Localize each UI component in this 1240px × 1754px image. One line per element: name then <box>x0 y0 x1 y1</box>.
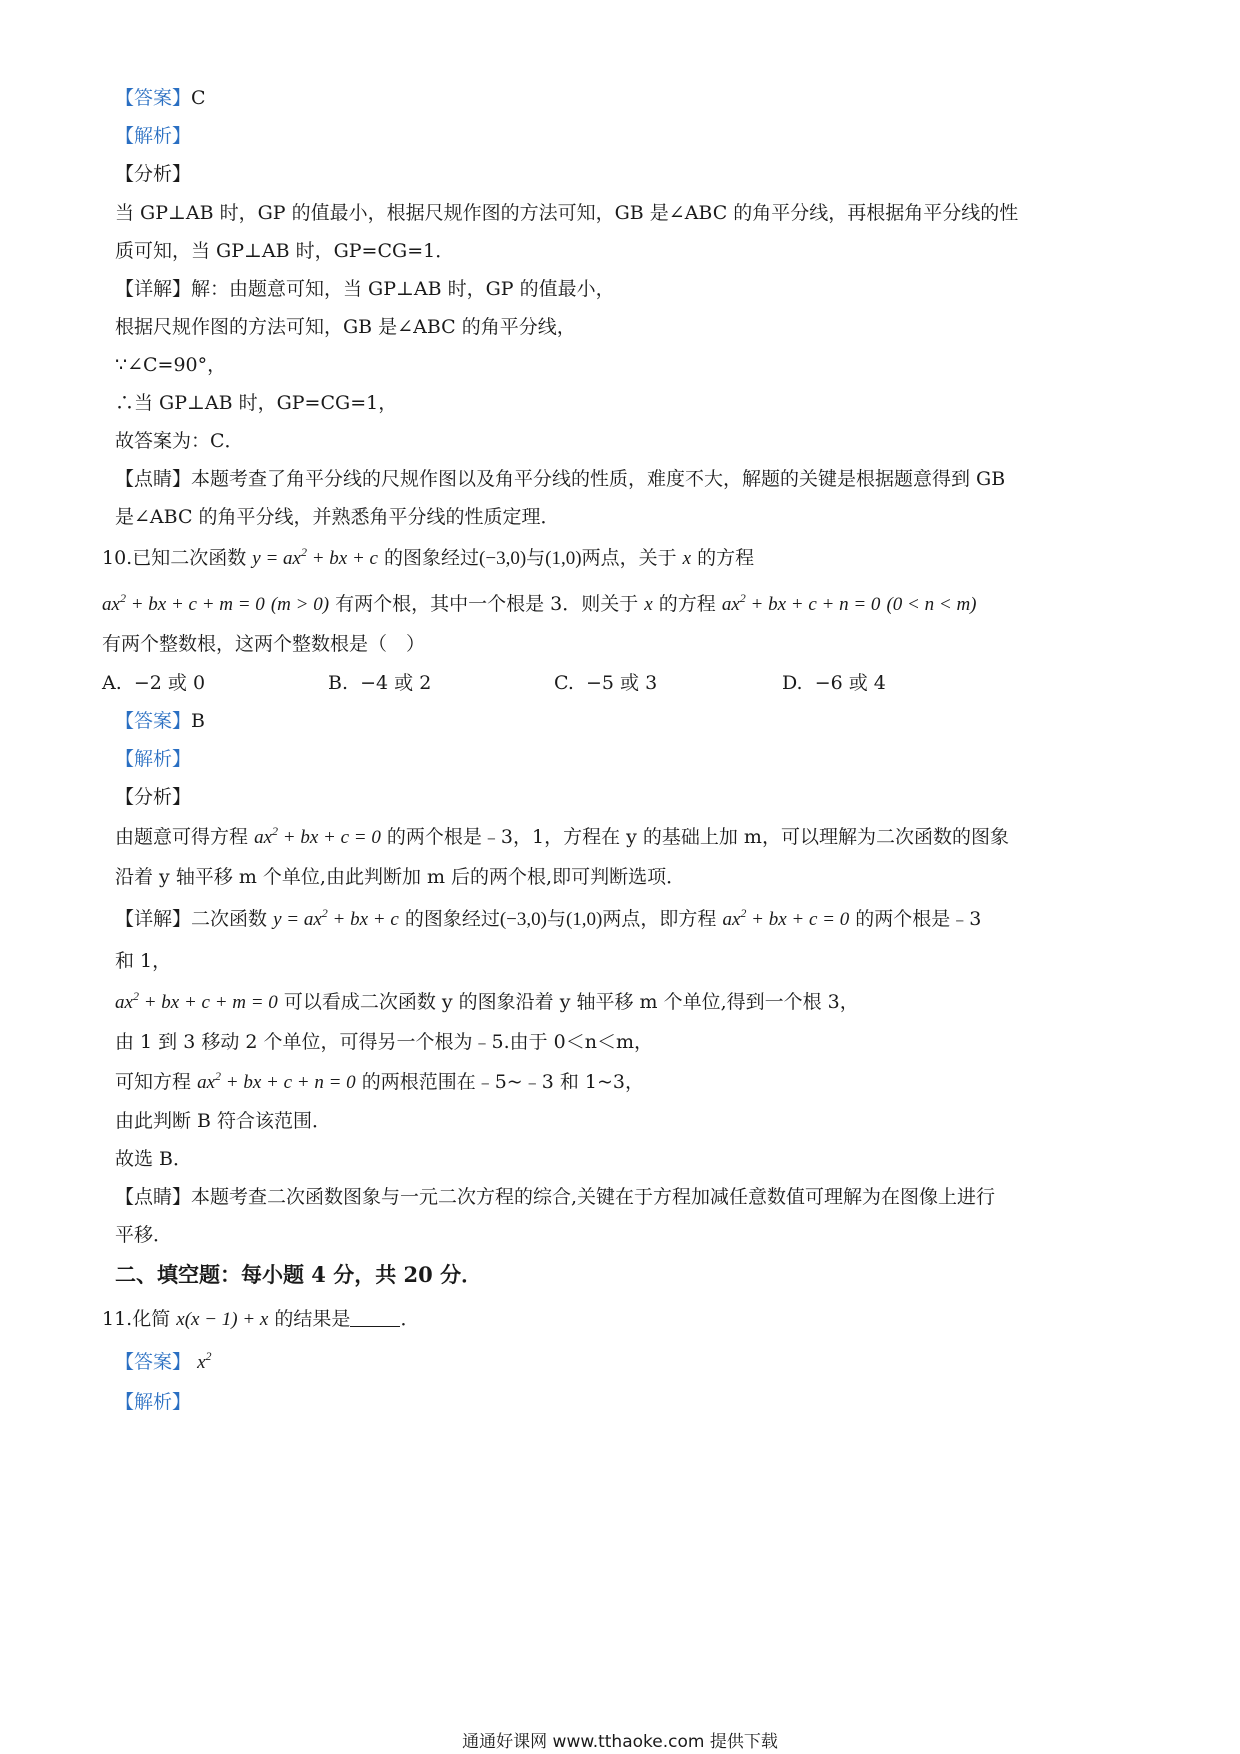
answer-tag: 【答案】 <box>115 1351 192 1373</box>
math-quadratic: $y = ax^2$ + bx + c <box>252 545 378 569</box>
math-equation-n: $ax^2$ + bx + c + n = 0 <box>721 591 881 615</box>
math-equation: $ax^2$ + bx + c = 0 <box>722 906 850 930</box>
math-condition: (m > 0) <box>270 594 330 615</box>
answer-value: C <box>191 87 206 109</box>
stem-text: 两点，关于 <box>581 547 677 569</box>
q10-analysis-line <box>115 746 1125 772</box>
math-expression: x(x − 1) + x <box>176 1309 269 1330</box>
q10-stem-line-2 <box>102 591 1112 618</box>
q9-fenxi-line-2: 质可知，当 GP⊥AB 时，GP=CG=1． <box>115 240 455 262</box>
math-var: x <box>644 594 653 615</box>
math-equation-m: $ax^2$ + bx + c + m = 0 <box>102 591 265 615</box>
stem-text: 的图象经过 <box>384 547 480 569</box>
math-point: (1,0) <box>545 548 582 569</box>
analysis-tag: 【解析】 <box>115 748 192 770</box>
q9-detail-line-4: ∴当 GP⊥AB 时，GP=CG=1， <box>115 392 398 414</box>
q10-detail-line-4: 由 1 到 3 移动 2 个单位，可得另一个根为﹣5.由于 0＜n＜m， <box>115 1031 654 1053</box>
math-equation-n: $ax^2$ + bx + c + n = 0 <box>197 1069 356 1093</box>
comment-tag: 【点睛】 <box>115 468 192 490</box>
q10-fenxi-line-2: 沿着 y 轴平移 m 个单位,由此判断加 m 后的两个根,即可判断选项． <box>115 866 686 888</box>
q10-fenxi-tag-line <box>115 784 1125 810</box>
q10-stem-line-1 <box>102 545 1112 572</box>
option-d[interactable]: D. −6 或 4 <box>782 672 886 694</box>
comment-text: 本题考查了角平分线的尺规作图以及角平分线的性质，难度不大，解题的关键是根据题意得到 GB <box>191 468 1006 490</box>
analysis-tag: 【解析】 <box>115 125 192 147</box>
q10-detail-line-5: 可知方程 $ax^2$ + bx + c + n = 0 的两根范围在﹣5~﹣3 和 1~3， <box>115 1069 644 1093</box>
q10-comment-line-2: 平移． <box>115 1224 173 1246</box>
math-equation-m: $ax^2$ + bx + c + m = 0 <box>115 989 278 1013</box>
q9-fenxi-line-1: 当 GP⊥AB 时，GP 的值最小，根据尺规作图的方法可知，GB 是∠ABC 的角平分线，再根据角平分线的性 <box>115 202 1019 224</box>
q10-detail-line-2: 和 1， <box>115 950 172 972</box>
q9-detail-line-2: 根据尺规作图的方法可知，GB 是∠ABC 的角平分线， <box>115 316 576 338</box>
answer-tag: 【答案】 <box>115 710 192 732</box>
stem-text: 有两个根，其中一个根是 3．则关于 <box>335 593 639 615</box>
q10-detail-line-3: $ax^2$ + bx + c + m = 0 可以看成二次函数 y 的图象沿着 y 轴平移 m 个单位,得到一个根 3， <box>115 989 859 1013</box>
q11-answer-line <box>115 1349 1125 1376</box>
stem-text: 的方程 <box>658 593 716 615</box>
answer-blank <box>350 1308 400 1327</box>
q9-analysis-line <box>115 123 1125 149</box>
detail-text: 解：由题意可知，当 GP⊥AB 时，GP 的值最小， <box>191 278 615 300</box>
math-condition: (0 < n < m) <box>886 594 977 615</box>
q9-detail-line-1 <box>115 276 1125 302</box>
footer-watermark: 通通好课网 www.tthaoke.com 提供下载 <box>462 1732 778 1752</box>
analysis-tag: 【解析】 <box>115 1391 192 1413</box>
math-equation: $ax^2$ + bx + c = 0 <box>254 824 381 848</box>
stem-text: 的方程 <box>697 547 755 569</box>
q9-answer-line <box>115 85 1125 111</box>
q10-detail-line-6: 由此判断 B 符合该范围． <box>115 1110 332 1132</box>
q9-fenxi-tag-line <box>115 161 1125 187</box>
fenxi-tag: 【分析】 <box>115 163 192 185</box>
q10-stem-line-3: 有两个整数根，这两个整数根是（ ） <box>102 633 426 655</box>
comment-tag: 【点睛】 <box>115 1186 192 1208</box>
q9-detail-line-5: 故答案为：C． <box>115 430 244 452</box>
q9-comment-line-1 <box>115 466 1125 492</box>
q10-detail-line-7: 故选 B． <box>115 1148 193 1170</box>
stem-text: 10.已知二次函数 <box>102 547 247 569</box>
answer-tag: 【答案】 <box>115 87 192 109</box>
option-b[interactable]: B. −4 或 2 <box>328 672 432 694</box>
q10-fenxi-line-1: 由题意可得方程 $ax^2$ + bx + c = 0 的两个根是﹣3，1，方程在 y 的基础上加 m，可以理解为二次函数的图象 <box>115 824 1009 848</box>
section-heading: 二、填空题：每小题 4 分，共 20 分． <box>115 1262 483 1287</box>
q10-answer-line <box>115 708 1125 734</box>
option-c[interactable]: C. −5 或 3 <box>554 672 658 694</box>
stem-text: 与 <box>526 547 546 569</box>
math-var: x <box>682 548 692 569</box>
detail-tag: 【详解】 <box>115 908 192 930</box>
q9-detail-line-3: ∵∠C=90°， <box>115 354 227 376</box>
q11-stem-line: 11.化简 x(x − 1) + x 的结果是 ． <box>102 1308 420 1330</box>
detail-tag: 【详解】 <box>115 278 192 300</box>
q10-detail-line-1: 【详解】二次函数 $y = ax^2$ + bx + c 的图象经过(−3,0)与(1,0)两点，即方程 $ax^2$ + bx + c = 0 的两个根是﹣3 <box>115 906 982 930</box>
math-point: (−3,0) <box>479 548 527 569</box>
option-a[interactable]: A. −2 或 0 <box>102 672 206 694</box>
fenxi-tag: 【分析】 <box>115 786 192 808</box>
answer-value: B <box>191 710 205 732</box>
q9-comment-line-2: 是∠ABC 的角平分线，并熟悉角平分线的性质定理． <box>115 506 560 528</box>
q10-comment-line-1: 【点睛】本题考查二次函数图象与一元二次方程的综合,关键在于方程加减任意数值可理解为在图像上进行 <box>115 1186 996 1208</box>
math-quadratic: $y = ax^2$ + bx + c <box>273 906 399 930</box>
answer-value: $x^2$ <box>197 1349 212 1373</box>
q11-analysis-line <box>115 1389 1125 1415</box>
